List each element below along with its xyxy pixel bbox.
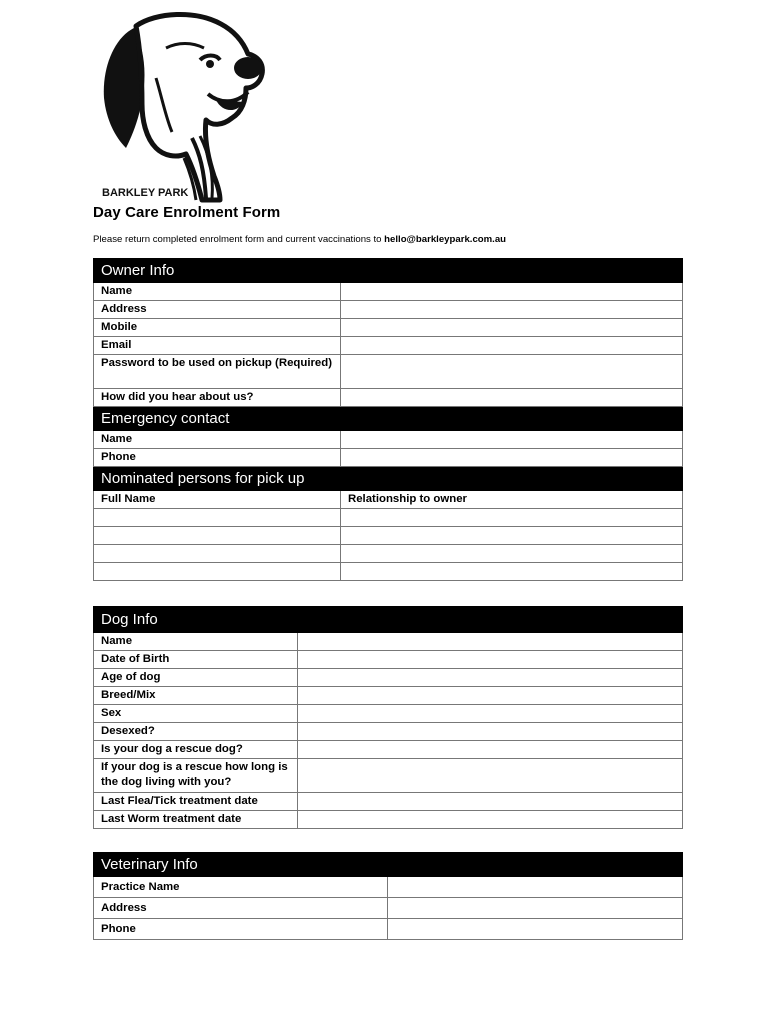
dog-desexed-field[interactable] — [298, 723, 683, 741]
relationship-column-header: Relationship to owner — [341, 491, 683, 509]
pickup-password-label: Password to be used on pickup (Required) — [94, 355, 341, 389]
emergency-phone-field[interactable] — [341, 449, 683, 467]
nominee-2-relationship-field[interactable] — [341, 527, 683, 545]
dog-age-label: Age of dog — [94, 669, 298, 687]
emergency-phone-label: Phone — [94, 449, 341, 467]
dog-head-icon — [96, 8, 266, 204]
worm-treatment-label: Last Worm treatment date — [94, 811, 298, 829]
return-instructions — [93, 234, 506, 245]
nominee-1-relationship-field[interactable] — [341, 509, 683, 527]
return-note-text: Please return completed enrolment form and current vaccinations to — [93, 234, 385, 245]
vet-phone-label: Phone — [94, 919, 388, 940]
rescue-duration-field[interactable] — [298, 759, 683, 793]
vet-address-label: Address — [94, 898, 388, 919]
owner-address-field[interactable] — [341, 301, 683, 319]
dog-name-field[interactable] — [298, 633, 683, 651]
dog-info-table — [93, 606, 683, 829]
nominated-persons-heading: Nominated persons for pick up — [94, 467, 683, 491]
pickup-password-field[interactable] — [341, 355, 683, 389]
nominee-1-name-field[interactable] — [94, 509, 341, 527]
nominee-4-relationship-field[interactable] — [341, 563, 683, 581]
emergency-contact-heading: Emergency contact — [94, 407, 341, 431]
flea-treatment-label: Last Flea/Tick treatment date — [94, 793, 298, 811]
nominated-persons-header — [94, 467, 683, 491]
nominee-2-name-field[interactable] — [94, 527, 341, 545]
veterinary-info-heading: Veterinary Info — [94, 853, 388, 877]
dog-age-field[interactable] — [298, 669, 683, 687]
owner-name-field[interactable] — [341, 283, 683, 301]
veterinary-info-table — [93, 852, 683, 940]
full-name-column-header: Full Name — [94, 491, 341, 509]
dog-dob-label: Date of Birth — [94, 651, 298, 669]
dog-sex-field[interactable] — [298, 705, 683, 723]
owner-email-field[interactable] — [341, 337, 683, 355]
dog-breed-field[interactable] — [298, 687, 683, 705]
dog-name-label: Name — [94, 633, 298, 651]
owner-mobile-label: Mobile — [94, 319, 341, 337]
dog-rescue-field[interactable] — [298, 741, 683, 759]
owner-address-label: Address — [94, 301, 341, 319]
veterinary-info-header — [94, 853, 683, 877]
owner-info-header — [94, 259, 683, 283]
vet-phone-field[interactable] — [388, 919, 683, 940]
owner-name-label: Name — [94, 283, 341, 301]
contact-email-link[interactable]: hello@barkleypark.com.au — [384, 234, 507, 245]
worm-treatment-field[interactable] — [298, 811, 683, 829]
owner-info-heading: Owner Info — [94, 259, 341, 283]
rescue-duration-label: If your dog is a rescue how long is the dog living with you? — [94, 759, 298, 793]
owner-info-table — [93, 258, 683, 581]
nominee-3-relationship-field[interactable] — [341, 545, 683, 563]
emergency-contact-header — [94, 407, 683, 431]
dog-sex-label: Sex — [94, 705, 298, 723]
svg-text:BARKLEY PARK: BARKLEY PARK — [102, 187, 189, 199]
owner-mobile-field[interactable] — [341, 319, 683, 337]
nominee-4-name-field[interactable] — [94, 563, 341, 581]
dog-desexed-label: Desexed? — [94, 723, 298, 741]
flea-treatment-field[interactable] — [298, 793, 683, 811]
emergency-name-label: Name — [94, 431, 341, 449]
dog-dob-field[interactable] — [298, 651, 683, 669]
practice-name-label: Practice Name — [94, 877, 388, 898]
vet-address-field[interactable] — [388, 898, 683, 919]
nominee-3-name-field[interactable] — [94, 545, 341, 563]
referral-source-label: How did you hear about us? — [94, 389, 341, 407]
dog-breed-label: Breed/Mix — [94, 687, 298, 705]
dog-info-heading: Dog Info — [94, 607, 298, 633]
page-title: Day Care Enrolment Form — [93, 204, 281, 221]
referral-source-field[interactable] — [341, 389, 683, 407]
emergency-name-field[interactable] — [341, 431, 683, 449]
practice-name-field[interactable] — [388, 877, 683, 898]
owner-email-label: Email — [94, 337, 341, 355]
dog-info-header — [94, 607, 683, 633]
barkley-park-logo — [96, 8, 266, 204]
dog-rescue-label: Is your dog a rescue dog? — [94, 741, 298, 759]
